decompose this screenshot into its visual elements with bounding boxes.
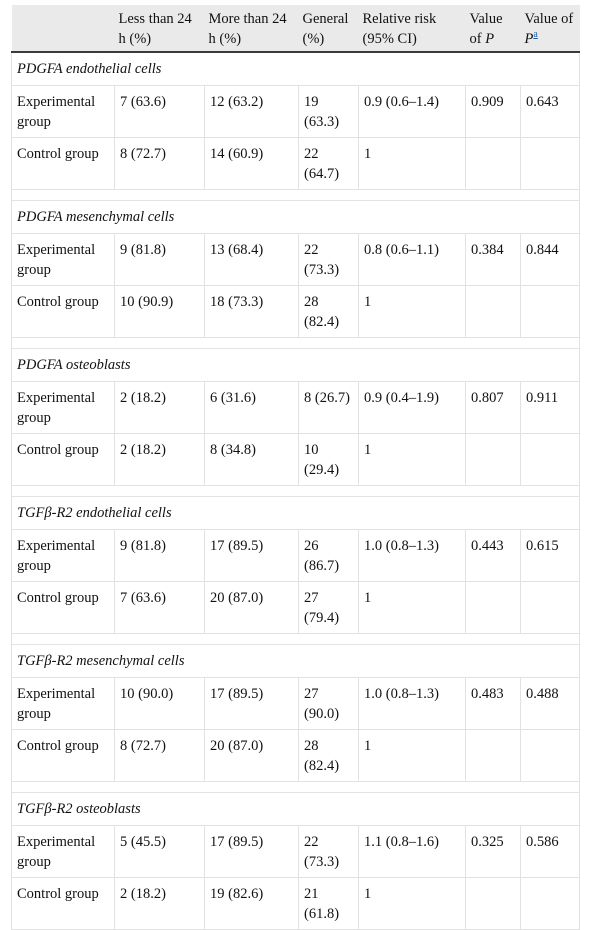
cell-less-than-24h: 5 (45.5): [115, 826, 205, 878]
header-less-than-24h: Less than 24 h (%): [115, 5, 205, 52]
section-title: TGFβ-R2 osteoblasts: [12, 793, 580, 826]
cell-less-than-24h: 7 (63.6): [115, 582, 205, 634]
cell-more-than-24h: 13 (68.4): [205, 234, 299, 286]
cell-value-of-p-adjusted: 0.615: [521, 530, 580, 582]
cell-value-of-p: [466, 730, 521, 782]
cell-more-than-24h: 14 (60.9): [205, 138, 299, 190]
cell-general: 22 (73.3): [299, 234, 359, 286]
cell-value-of-p-adjusted: 0.643: [521, 86, 580, 138]
cell-general: 27 (79.4): [299, 582, 359, 634]
header-relative-risk: Relative risk (95% CI): [359, 5, 466, 52]
table-row: [12, 138, 580, 190]
spacer-cell: [12, 486, 580, 497]
results-table-container: [11, 5, 579, 930]
table-row: [12, 234, 580, 286]
results-table: [11, 5, 580, 930]
cell-value-of-p-adjusted: 0.844: [521, 234, 580, 286]
spacer-cell: [12, 634, 580, 645]
section-row: [12, 645, 580, 678]
spacer-row: [12, 486, 580, 497]
section-row: [12, 497, 580, 530]
table-row: [12, 582, 580, 634]
table-body: [12, 52, 580, 930]
cell-value-of-p: [466, 878, 521, 930]
cell-value-of-p: 0.807: [466, 382, 521, 434]
cell-less-than-24h: 2 (18.2): [115, 382, 205, 434]
cell-more-than-24h: 12 (63.2): [205, 86, 299, 138]
cell-less-than-24h: 8 (72.7): [115, 138, 205, 190]
header-general: General (%): [299, 5, 359, 52]
section-title: PDGFA endothelial cells: [12, 52, 580, 86]
cell-relative-risk: 0.8 (0.6–1.1): [359, 234, 466, 286]
cell-more-than-24h: 17 (89.5): [205, 678, 299, 730]
cell-more-than-24h: 6 (31.6): [205, 382, 299, 434]
header-cell-empty: [12, 5, 115, 52]
cell-value-of-p: 0.909: [466, 86, 521, 138]
section-title: PDGFA osteoblasts: [12, 349, 580, 382]
row-label: Control group: [12, 138, 115, 190]
row-label: Control group: [12, 434, 115, 486]
header-more-than-24h: More than 24 h (%): [205, 5, 299, 52]
cell-relative-risk: 1: [359, 434, 466, 486]
section-row: [12, 52, 580, 86]
table-row: [12, 826, 580, 878]
cell-less-than-24h: 10 (90.9): [115, 286, 205, 338]
section-title: TGFβ-R2 mesenchymal cells: [12, 645, 580, 678]
cell-relative-risk: 0.9 (0.6–1.4): [359, 86, 466, 138]
cell-less-than-24h: 10 (90.0): [115, 678, 205, 730]
cell-value-of-p-adjusted: [521, 286, 580, 338]
row-label: Experimental group: [12, 86, 115, 138]
table-row: [12, 530, 580, 582]
spacer-row: [12, 634, 580, 645]
cell-more-than-24h: 20 (87.0): [205, 582, 299, 634]
cell-less-than-24h: 2 (18.2): [115, 434, 205, 486]
cell-value-of-p-adjusted: [521, 582, 580, 634]
cell-general: 21 (61.8): [299, 878, 359, 930]
header-value-of-p-adjusted: Value of $P^a$: [521, 5, 580, 52]
spacer-row: [12, 190, 580, 201]
cell-less-than-24h: 7 (63.6): [115, 86, 205, 138]
cell-value-of-p: 0.384: [466, 234, 521, 286]
spacer-row: [12, 782, 580, 793]
row-label: Control group: [12, 286, 115, 338]
cell-value-of-p: 0.483: [466, 678, 521, 730]
cell-more-than-24h: 18 (73.3): [205, 286, 299, 338]
row-label: Control group: [12, 582, 115, 634]
cell-relative-risk: 1: [359, 582, 466, 634]
spacer-cell: [12, 782, 580, 793]
cell-relative-risk: 1: [359, 878, 466, 930]
cell-general: 26 (86.7): [299, 530, 359, 582]
row-label: Experimental group: [12, 826, 115, 878]
cell-more-than-24h: 17 (89.5): [205, 826, 299, 878]
table-row: [12, 382, 580, 434]
cell-general: 19 (63.3): [299, 86, 359, 138]
cell-relative-risk: 0.9 (0.4–1.9): [359, 382, 466, 434]
table-row: [12, 286, 580, 338]
cell-general: 22 (64.7): [299, 138, 359, 190]
section-title: TGFβ-R2 endothelial cells: [12, 497, 580, 530]
cell-less-than-24h: 9 (81.8): [115, 530, 205, 582]
cell-value-of-p-adjusted: [521, 878, 580, 930]
cell-relative-risk: 1.0 (0.8–1.3): [359, 530, 466, 582]
row-label: Experimental group: [12, 382, 115, 434]
section-title: PDGFA mesenchymal cells: [12, 201, 580, 234]
row-label: Control group: [12, 730, 115, 782]
section-row: [12, 201, 580, 234]
table-row: [12, 730, 580, 782]
cell-value-of-p: [466, 582, 521, 634]
spacer-row: [12, 338, 580, 349]
cell-relative-risk: 1: [359, 286, 466, 338]
cell-relative-risk: 1.1 (0.8–1.6): [359, 826, 466, 878]
spacer-cell: [12, 190, 580, 201]
cell-relative-risk: 1: [359, 138, 466, 190]
table-row: [12, 86, 580, 138]
cell-general: 10 (29.4): [299, 434, 359, 486]
section-row: [12, 793, 580, 826]
cell-general: 28 (82.4): [299, 286, 359, 338]
header-value-of-p: Value of P: [466, 5, 521, 52]
cell-less-than-24h: 9 (81.8): [115, 234, 205, 286]
cell-general: 8 (26.7): [299, 382, 359, 434]
row-label: Experimental group: [12, 678, 115, 730]
cell-general: 27 (90.0): [299, 678, 359, 730]
cell-value-of-p-adjusted: [521, 138, 580, 190]
table-row: [12, 878, 580, 930]
header-row: [12, 5, 580, 52]
table-header: [12, 5, 580, 52]
cell-less-than-24h: 2 (18.2): [115, 878, 205, 930]
spacer-cell: [12, 338, 580, 349]
cell-value-of-p-adjusted: 0.586: [521, 826, 580, 878]
section-row: [12, 349, 580, 382]
cell-value-of-p: 0.325: [466, 826, 521, 878]
cell-value-of-p: [466, 434, 521, 486]
cell-relative-risk: 1: [359, 730, 466, 782]
table-row: [12, 678, 580, 730]
cell-general: 28 (82.4): [299, 730, 359, 782]
cell-value-of-p: [466, 138, 521, 190]
cell-value-of-p: 0.443: [466, 530, 521, 582]
cell-value-of-p-adjusted: [521, 434, 580, 486]
cell-value-of-p-adjusted: 0.488: [521, 678, 580, 730]
table-row: [12, 434, 580, 486]
row-label: Experimental group: [12, 234, 115, 286]
cell-more-than-24h: 17 (89.5): [205, 530, 299, 582]
row-label: Control group: [12, 878, 115, 930]
cell-value-of-p: [466, 286, 521, 338]
cell-more-than-24h: 20 (87.0): [205, 730, 299, 782]
cell-value-of-p-adjusted: [521, 730, 580, 782]
cell-value-of-p-adjusted: 0.911: [521, 382, 580, 434]
cell-relative-risk: 1.0 (0.8–1.3): [359, 678, 466, 730]
footnote-link-a[interactable]: a: [533, 29, 538, 41]
cell-less-than-24h: 8 (72.7): [115, 730, 205, 782]
row-label: Experimental group: [12, 530, 115, 582]
cell-more-than-24h: 8 (34.8): [205, 434, 299, 486]
cell-more-than-24h: 19 (82.6): [205, 878, 299, 930]
cell-general: 22 (73.3): [299, 826, 359, 878]
